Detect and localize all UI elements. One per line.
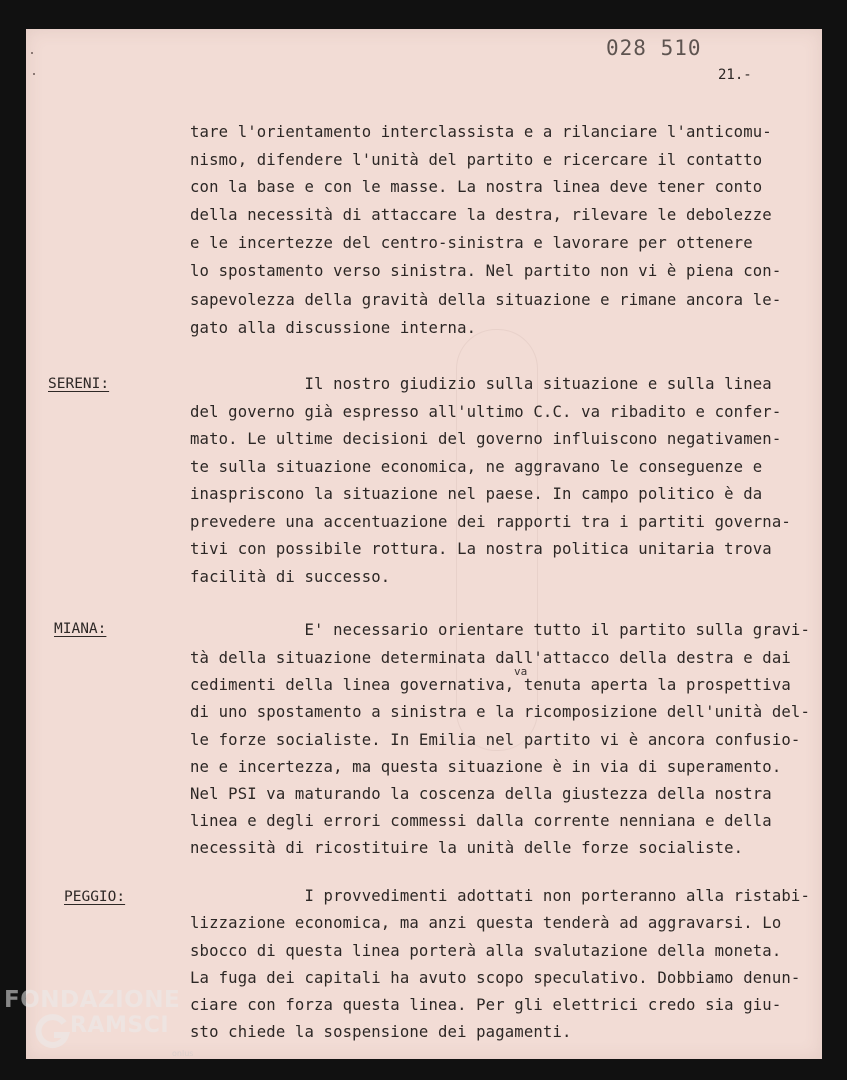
text-line: Nel PSI va maturando la coscenza della giustezza della nostra <box>190 785 772 803</box>
text-line: nismo, difendere l'unità del partito e ricercare il contatto <box>190 151 763 169</box>
text-line: con la base e con le masse. La nostra linea deve tener conto <box>190 178 763 196</box>
typewritten-page <box>26 29 822 1059</box>
text-line: tare l'orientamento interclassista e a rilanciare l'anticomu- <box>190 123 772 141</box>
text-line: E' necessario orientare tutto il partito sulla gravi- <box>190 621 810 639</box>
speaker-label-miana: MIANA: <box>54 621 107 637</box>
text-line: I provvedimenti adottati non porteranno alla ristabi- <box>190 887 810 905</box>
logo-g-mark-icon <box>34 1013 70 1049</box>
text-line: lo spostamento verso sinistra. Nel partito non vi è piena con- <box>190 262 782 280</box>
text-line: ne e incertezza, ma questa situazione è in via di superamento. <box>190 758 782 776</box>
text-line: facilità di successo. <box>190 568 391 586</box>
text-line: lizzazione economica, ma anzi questa tenderà ad aggravarsi. Lo <box>190 914 782 932</box>
text-line: cedimenti della linea governativa, tenuta aperta la prospettiva <box>190 676 791 694</box>
text-line: tà della situazione determinata dall'attacco della destra e dai <box>190 649 791 667</box>
text-line: del governo già espresso all'ultimo C.C. va ribadito e confer- <box>190 403 782 421</box>
text-line: te sulla situazione economica, ne aggravano le conseguenze e <box>190 458 763 476</box>
page-number: 21.- <box>718 67 752 83</box>
text-line: ciare con forza questa linea. Per gli elettrici credo sia giu- <box>190 996 782 1014</box>
text-line: gato alla discussione interna. <box>190 319 477 337</box>
speaker-label-peggio: PEGGIO: <box>64 889 126 905</box>
text-line: sto chiede la sospensione dei pagamenti. <box>190 1023 572 1041</box>
text-line: Il nostro giudizio sulla situazione e sulla linea <box>190 375 772 393</box>
logo-line-1: FONDAZIONE <box>4 987 181 1013</box>
text-line: inaspriscono la situazione nel paese. In campo politico è da <box>190 485 763 503</box>
fondazione-gramsci-logo <box>0 985 210 1080</box>
punch-hole-mark <box>33 73 35 75</box>
text-line: linea e degli errori commessi dalla corrente nenniana e della <box>190 812 772 830</box>
handwritten-insert: va <box>514 665 528 678</box>
text-line: le forze socialiste. In Emilia nel partito vi è ancora confusio- <box>190 731 801 749</box>
archive-number: 028 510 <box>606 36 702 60</box>
text-line: sbocco di questa linea porterà alla svalutazione della moneta. <box>190 942 782 960</box>
text-line: di uno spostamento a sinistra e la ricomposizione dell'unità del- <box>190 703 810 721</box>
speaker-label-sereni: SERENI: <box>48 376 110 392</box>
text-line: prevedere una accentuazione dei rapporti tra i partiti governa- <box>190 513 791 531</box>
logo-line-3: onlus <box>172 1049 194 1058</box>
text-line: e le incertezze del centro-sinistra e lavorare per ottenere <box>190 234 753 252</box>
text-line: mato. Le ultime decisioni del governo influiscono negativamen- <box>190 430 782 448</box>
text-line: La fuga dei capitali ha avuto scopo speculativo. Dobbiamo denun- <box>190 969 801 987</box>
text-line: sapevolezza della gravità della situazione e rimane ancora le- <box>190 291 782 309</box>
text-line: necessità di ricostituire la unità delle forze socialiste. <box>190 839 744 857</box>
text-line: tivi con possibile rottura. La nostra politica unitaria trova <box>190 540 772 558</box>
punch-hole-mark <box>31 52 33 54</box>
text-line: della necessità di attaccare la destra, rilevare le debolezze <box>190 206 772 224</box>
logo-line-2: RAMSCI <box>70 1013 170 1038</box>
